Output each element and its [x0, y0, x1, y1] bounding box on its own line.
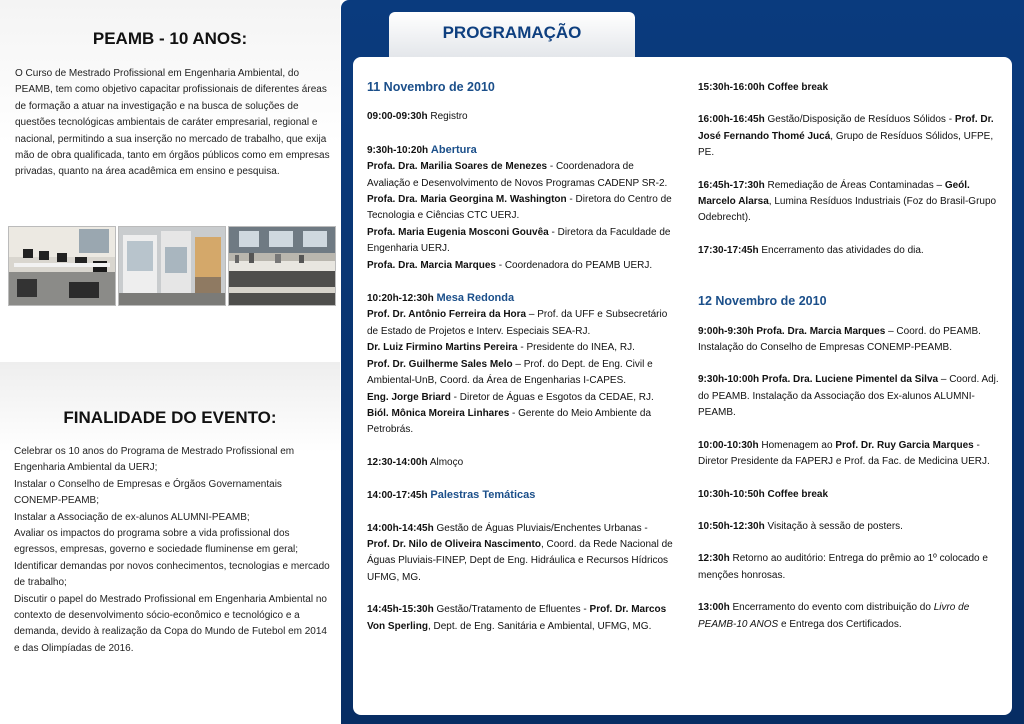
palestra-item: 14:45h-15:30h Gestão/Tratamento de Efluentes - Prof. Dr. Marcos Von Sperling, Dept. de Eng. Sanitária e Ambiental, UFMG, MG.	[367, 604, 667, 632]
schedule-coffee-break: 10:30h-10:50h Coffee break	[698, 488, 829, 500]
schedule-mesa-redonda: 10:20h-12:30h Mesa Redonda	[367, 292, 515, 305]
schedule-coffee-break: 15:30h-16:00h Coffee break	[698, 82, 829, 93]
mesa-speaker: Prof. Dr. Guilherme Sales Melo – Prof. do Dept. de Eng. Civil e Ambiental-UnB, Coord. da Área de Engenharias I-CAPES.	[367, 358, 653, 387]
about-section	[0, 0, 340, 358]
mesa-speaker: Biól. Mônica Moreira Linhares - Gerente do Meio Ambiente da Petrobrás.	[367, 407, 652, 436]
day2-item: 9:00h-9:30h Profa. Dra. Marcia Marques – Coord. do PEAMB. Instalação do Conselho de Empresas CONEMP-PEAMB.	[698, 325, 981, 354]
program-tab	[389, 12, 635, 58]
abertura-speaker: Profa. Maria Eugenia Mosconi Gouvêa - Diretora da Faculdade de Engenharia UERJ.	[367, 226, 671, 255]
day2-item: 13:00h Encerramento do evento com distribuição do Livro de PEAMB-10 ANOS e Entrega dos Certificados.	[698, 602, 970, 630]
day2-item: 10:00-10:30h Homenagem ao Prof. Dr. Ruy Garcia Marques - Diretor Presidente da FAPERJ e Prof. da Fac. de Medicina UERJ.	[698, 439, 990, 468]
about-title: PEAMB - 10 ANOS:	[92, 29, 248, 48]
palestra-item: 16:00h-16:45h Gestão/Disposição de Resíduos Sólidos - Prof. Dr. José Fernando Thomé Jucá, Grupo de Resíduos Sólidos, UFPE, PE.	[698, 114, 994, 159]
lab-photo-fume-hood	[118, 226, 226, 306]
day2-item: 10:50h-12:30h Visitação à sessão de posters.	[698, 520, 903, 532]
lab-photo-computers	[8, 226, 116, 306]
purpose-section	[0, 362, 340, 724]
mesa-speaker: Prof. Dr. Antônio Ferreira da Hora – Prof. da UFF e Subsecretário de Estado de Projetos e Interv. Especiais SEA-RJ.	[367, 309, 668, 337]
about-text: O Curso de Mestrado Profissional em Engenharia Ambiental, do PEAMB, tem como objetivo capacitar profissionais de diferentes áreas de formação a atuar na investigação e na busca de soluções de questões tecnológicas ambientais de caráter empresarial, regional e nacional, permitindo a sua inserção no mercado de trabalho, que exija mão de obra qualificada, tanto em órgãos públicos como em empresas privadas, quanto na área acadêmica em ensino e pesquisa.	[15, 68, 330, 178]
mesa-speaker: Dr. Luiz Firmino Martins Pereira - Presidente do INEA, RJ.	[367, 342, 635, 354]
program-column-2	[698, 80, 1004, 633]
purpose-title: FINALIDADE DO EVENTO:	[63, 408, 277, 427]
mesa-speaker: Eng. Jorge Briard - Diretor de Águas e Esgotos da CEDAE, RJ.	[367, 391, 654, 403]
palestra-item: 16:45h-17:30h Remediação de Áreas Contaminadas – Geól. Marcelo Alarsa, Lumina Resíduos Industriais (Foz do Brasil-Grupo Odebrecht).	[698, 179, 997, 224]
day2-item: 12:30h Retorno ao auditório: Entrega do prêmio ao 1º colocado e menções honrosas.	[698, 553, 988, 581]
schedule-encerramento-dia: 17:30-17:45h Encerramento das atividades do dia.	[698, 244, 924, 256]
purpose-text: Celebrar os 10 anos do Programa de Mestrado Profissional em Engenharia Ambiental da UERJ; Instalar o Conselho de Empresas e Órgãos Governamentais CONEMP-PEAMB; Instalar a Associação de ex-alunos ALUMNI-PEAMB; Avaliar os impactos do programa sobre a vida profissional dos egressos, empresas, governo e sociedade fluminense em geral; Identificar demandas por novos conhecimentos, tecnologias e mercado de trabalho; Discutir o papel do Mestrado Profissional em Engenharia Ambiental no contexto de desenvolvimento sócio-econômico e tecnológico e a demanda, devido à realização da Copa do Mundo de Futebol em 2014 e das Olimpíadas de 2016.	[14, 446, 330, 654]
abertura-speaker: Profa. Dra. Marcia Marques - Coordenadora do PEAMB UERJ.	[367, 259, 653, 271]
abertura-speaker: Profa. Dra. Marilia Soares de Menezes - Coordenadora de Avaliação e Desenvolvimento de Novos Programas CADENP SR-2.	[367, 161, 668, 189]
schedule-abertura: 9:30h-10:20h Abertura	[367, 143, 477, 156]
program-title: PROGRAMAÇÃO	[442, 23, 582, 42]
day2-item: 9:30h-10:00h Profa. Dra. Luciene Pimentel da Silva – Coord. Adj. do PEAMB. Instalação da Associação dos Ex-alunos ALUMNI-PEAMB.	[698, 374, 999, 419]
schedule-registro: 09:00-09:30h Registro	[367, 111, 468, 123]
schedule-almoco: 12:30-14:00h Almoço	[367, 456, 464, 468]
program-column-1	[367, 79, 673, 635]
palestra-item: 14:00h-14:45h Gestão de Águas Pluviais/Enchentes Urbanas - Prof. Dr. Nilo de Oliveira Nascimento, Coord. da Rede Nacional de Águas Pluviais-FINEP, Dept de Eng. Hidráulica e Recursos Hídricos UFMG, MG.	[367, 522, 673, 583]
day1-heading: 11 Novembro de 2010	[367, 80, 495, 94]
lab-photo-benches	[228, 226, 336, 306]
day2-heading: 12 Novembro de 2010	[698, 294, 827, 309]
abertura-speaker: Profa. Dra. Maria Georgina M. Washington - Diretora do Centro de Tecnologia e Ciências CTC UERJ.	[367, 194, 672, 222]
schedule-palestras: 14:00-17:45h Palestras Temáticas	[367, 489, 536, 502]
